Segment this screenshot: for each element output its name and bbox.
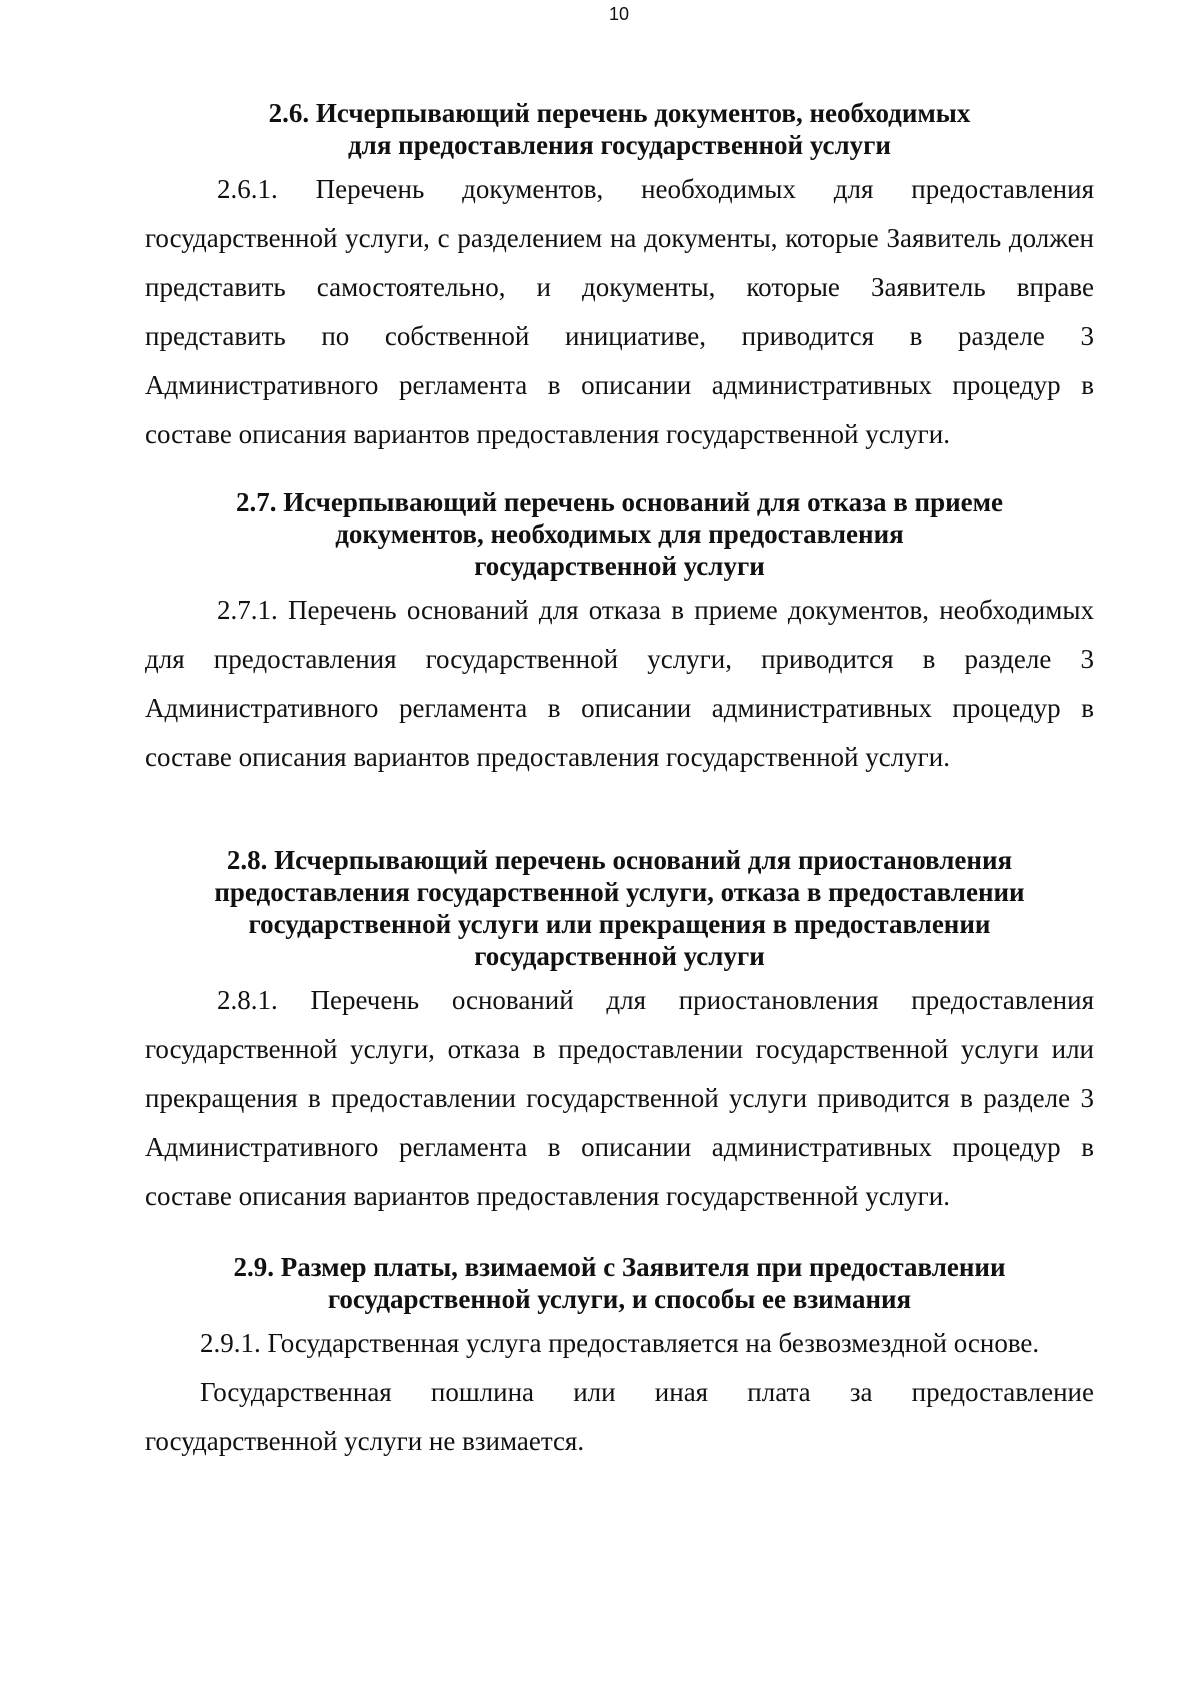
paragraph: 2.9.1. Государственная услуга предоставляется на безвозмездной основе. <box>200 1328 1040 1358</box>
section-title <box>145 97 1094 161</box>
section-2-8 <box>145 844 1094 1221</box>
section-2-6 <box>145 97 1094 459</box>
section-title-line: государственной услуги, и способы ее взимания <box>327 1284 912 1314</box>
section-title <box>145 1251 1094 1315</box>
section-title-line: государственной услуги <box>474 551 765 581</box>
section-title <box>145 844 1094 972</box>
paragraph: 2.6.1. Перечень документов, необходимых для предоставления государственной услуги, с разделением на документы, которые Заявитель должен представить самостоятельно, и документы, которые Заявитель вправе представить по собственной инициативе, приводится в разделе 3 Административного регламента в описании административных процедур в составе описания вариантов предоставления государственной услуги. <box>145 174 1094 449</box>
paragraph: Государственная пошлина или иная плата за предоставление государственной услуги не взимается. <box>145 1377 1094 1456</box>
section-title-line: 2.6. Исчерпывающий перечень документов, необходимых <box>268 98 971 128</box>
paragraph: 2.7.1. Перечень оснований для отказа в приеме документов, необходимых для предоставления государственной услуги, приводится в разделе 3 Административного регламента в описании административных процедур в составе описания вариантов предоставления государственной услуги. <box>145 595 1094 772</box>
section-title-line: государственной услуги <box>474 941 765 971</box>
section-2-7 <box>145 486 1094 782</box>
section-title-line: 2.9. Размер платы, взимаемой с Заявителя при предоставлении <box>233 1252 1006 1282</box>
section-title-line: для предоставления государственной услуги <box>348 130 891 160</box>
section-title-line: 2.7. Исчерпывающий перечень оснований для отказа в приеме <box>235 487 1004 517</box>
section-title <box>145 486 1094 582</box>
section-title-line: 2.8. Исчерпывающий перечень оснований для приостановления <box>226 845 1013 875</box>
section-title-line: документов, необходимых для предоставления <box>335 519 904 549</box>
document-body <box>145 97 1094 1466</box>
paragraph: 2.8.1. Перечень оснований для приостановления предоставления государственной услуги, отказа в предоставлении государственной услуги или прекращения в предоставлении государственной услуги приводится в разделе 3 Административного регламента в описании административных процедур в составе описания вариантов предоставления государственной услуги. <box>145 985 1094 1211</box>
section-title-line: предоставления государственной услуги, отказа в предоставлении <box>214 877 1025 907</box>
section-2-9 <box>145 1251 1094 1466</box>
section-title-line: государственной услуги или прекращения в предоставлении <box>248 909 991 939</box>
page-number: 10 <box>608 4 630 24</box>
